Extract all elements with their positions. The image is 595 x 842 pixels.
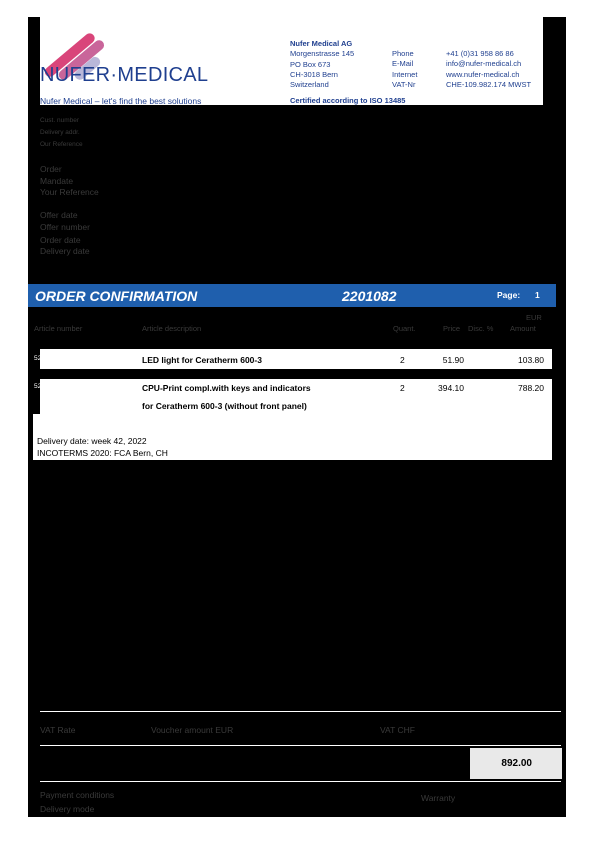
- vat-rate-label: VAT Rate: [40, 725, 76, 735]
- vat-chf-label: VAT CHF: [380, 725, 415, 735]
- phone-label: Phone: [392, 49, 414, 58]
- vat-label: VAT-Nr: [392, 79, 416, 89]
- col-quantity: Quant.: [393, 324, 416, 333]
- col-price: Price: [443, 324, 461, 333]
- item-description: LED light for Ceratherm 600-3: [142, 355, 262, 365]
- address-country: Switzerland: [290, 80, 329, 90]
- table-row: [40, 349, 552, 369]
- iso-certification: Certified according to ISO 13485: [290, 96, 406, 105]
- page-label: Page:: [497, 290, 521, 300]
- title-bar: [28, 284, 556, 307]
- internet-value: www.nufer-medical.ch: [446, 69, 520, 79]
- cust-number-label: Cust. number: [40, 117, 80, 124]
- phone-value: +41 (0)31 958 86 86: [446, 49, 514, 58]
- item-price: 51.90: [442, 355, 464, 365]
- order-label: Order: [40, 164, 62, 174]
- contact-values: [446, 49, 531, 90]
- internet-label: Internet: [392, 69, 418, 79]
- email-label: E-Mail: [392, 59, 414, 69]
- delivery-date-label: Delivery date: [40, 246, 90, 256]
- footer-divider: [40, 745, 561, 746]
- our-reference-label: Our Reference: [40, 141, 83, 148]
- grand-total: [470, 748, 562, 779]
- company-name: Nufer Medical AG: [290, 39, 353, 48]
- warranty-label: Warranty: [421, 793, 456, 803]
- company-tagline: Nufer Medical – let's find the best solutions: [40, 96, 202, 106]
- delivery-mode-label: Delivery mode: [40, 804, 95, 814]
- your-reference-label: Your Reference: [40, 187, 99, 197]
- item-description: CPU-Print compl.with keys and indicators: [142, 383, 311, 393]
- offer-number-label: Offer number: [40, 222, 90, 232]
- address-pobox: PO Box 673: [290, 59, 331, 69]
- email-value: info@nufer-medical.ch: [446, 59, 522, 69]
- incoterms-note: INCOTERMS 2020: FCA Bern, CH: [37, 448, 168, 458]
- item-description-line2: for Ceratherm 600-3 (without front panel): [142, 401, 307, 411]
- logo-wordmark: NUFER·MEDICAL: [40, 64, 209, 86]
- offer-date-label: Offer date: [40, 210, 78, 220]
- company-address: [290, 39, 354, 90]
- payment-conditions-label: Payment conditions: [40, 790, 115, 800]
- voucher-amount-label: Voucher amount EUR: [151, 725, 234, 735]
- grand-total-value: 892.00: [501, 758, 532, 769]
- col-article-number: Article number: [34, 324, 83, 333]
- vat-value: CHE-109.982.174 MWST: [446, 79, 532, 89]
- col-discount: Disc. %: [468, 324, 494, 333]
- address-street: Morgenstrasse 145: [290, 49, 355, 59]
- col-amount: Amount: [510, 324, 536, 333]
- order-date-label: Order date: [40, 235, 81, 245]
- contact-labels: [392, 49, 417, 90]
- item-amount: 788.20: [518, 383, 544, 393]
- document-title: ORDER CONFIRMATION: [35, 288, 198, 304]
- item-amount: 103.80: [518, 355, 544, 365]
- item-article-number: 521-CPU-CT-3-B1: [34, 383, 88, 390]
- col-article-description: Article description: [142, 324, 202, 333]
- delivery-note: Delivery date: week 42, 2022: [37, 436, 147, 446]
- delivery-addr-label: Delivery addr.: [40, 129, 80, 136]
- mandate-label: Mandate: [40, 176, 74, 186]
- address-city: CH-3018 Bern: [290, 69, 338, 79]
- item-price: 394.10: [438, 383, 464, 393]
- item-article-number: 521-LED-CT-3: [34, 355, 76, 362]
- item-quantity: 2: [400, 383, 405, 393]
- item-quantity: 2: [400, 355, 405, 365]
- col-currency: EUR: [526, 313, 542, 322]
- footer-divider: [40, 711, 561, 712]
- page-number: 1: [535, 290, 540, 300]
- order-number: 2201082: [342, 288, 397, 304]
- footer-divider: [40, 781, 561, 782]
